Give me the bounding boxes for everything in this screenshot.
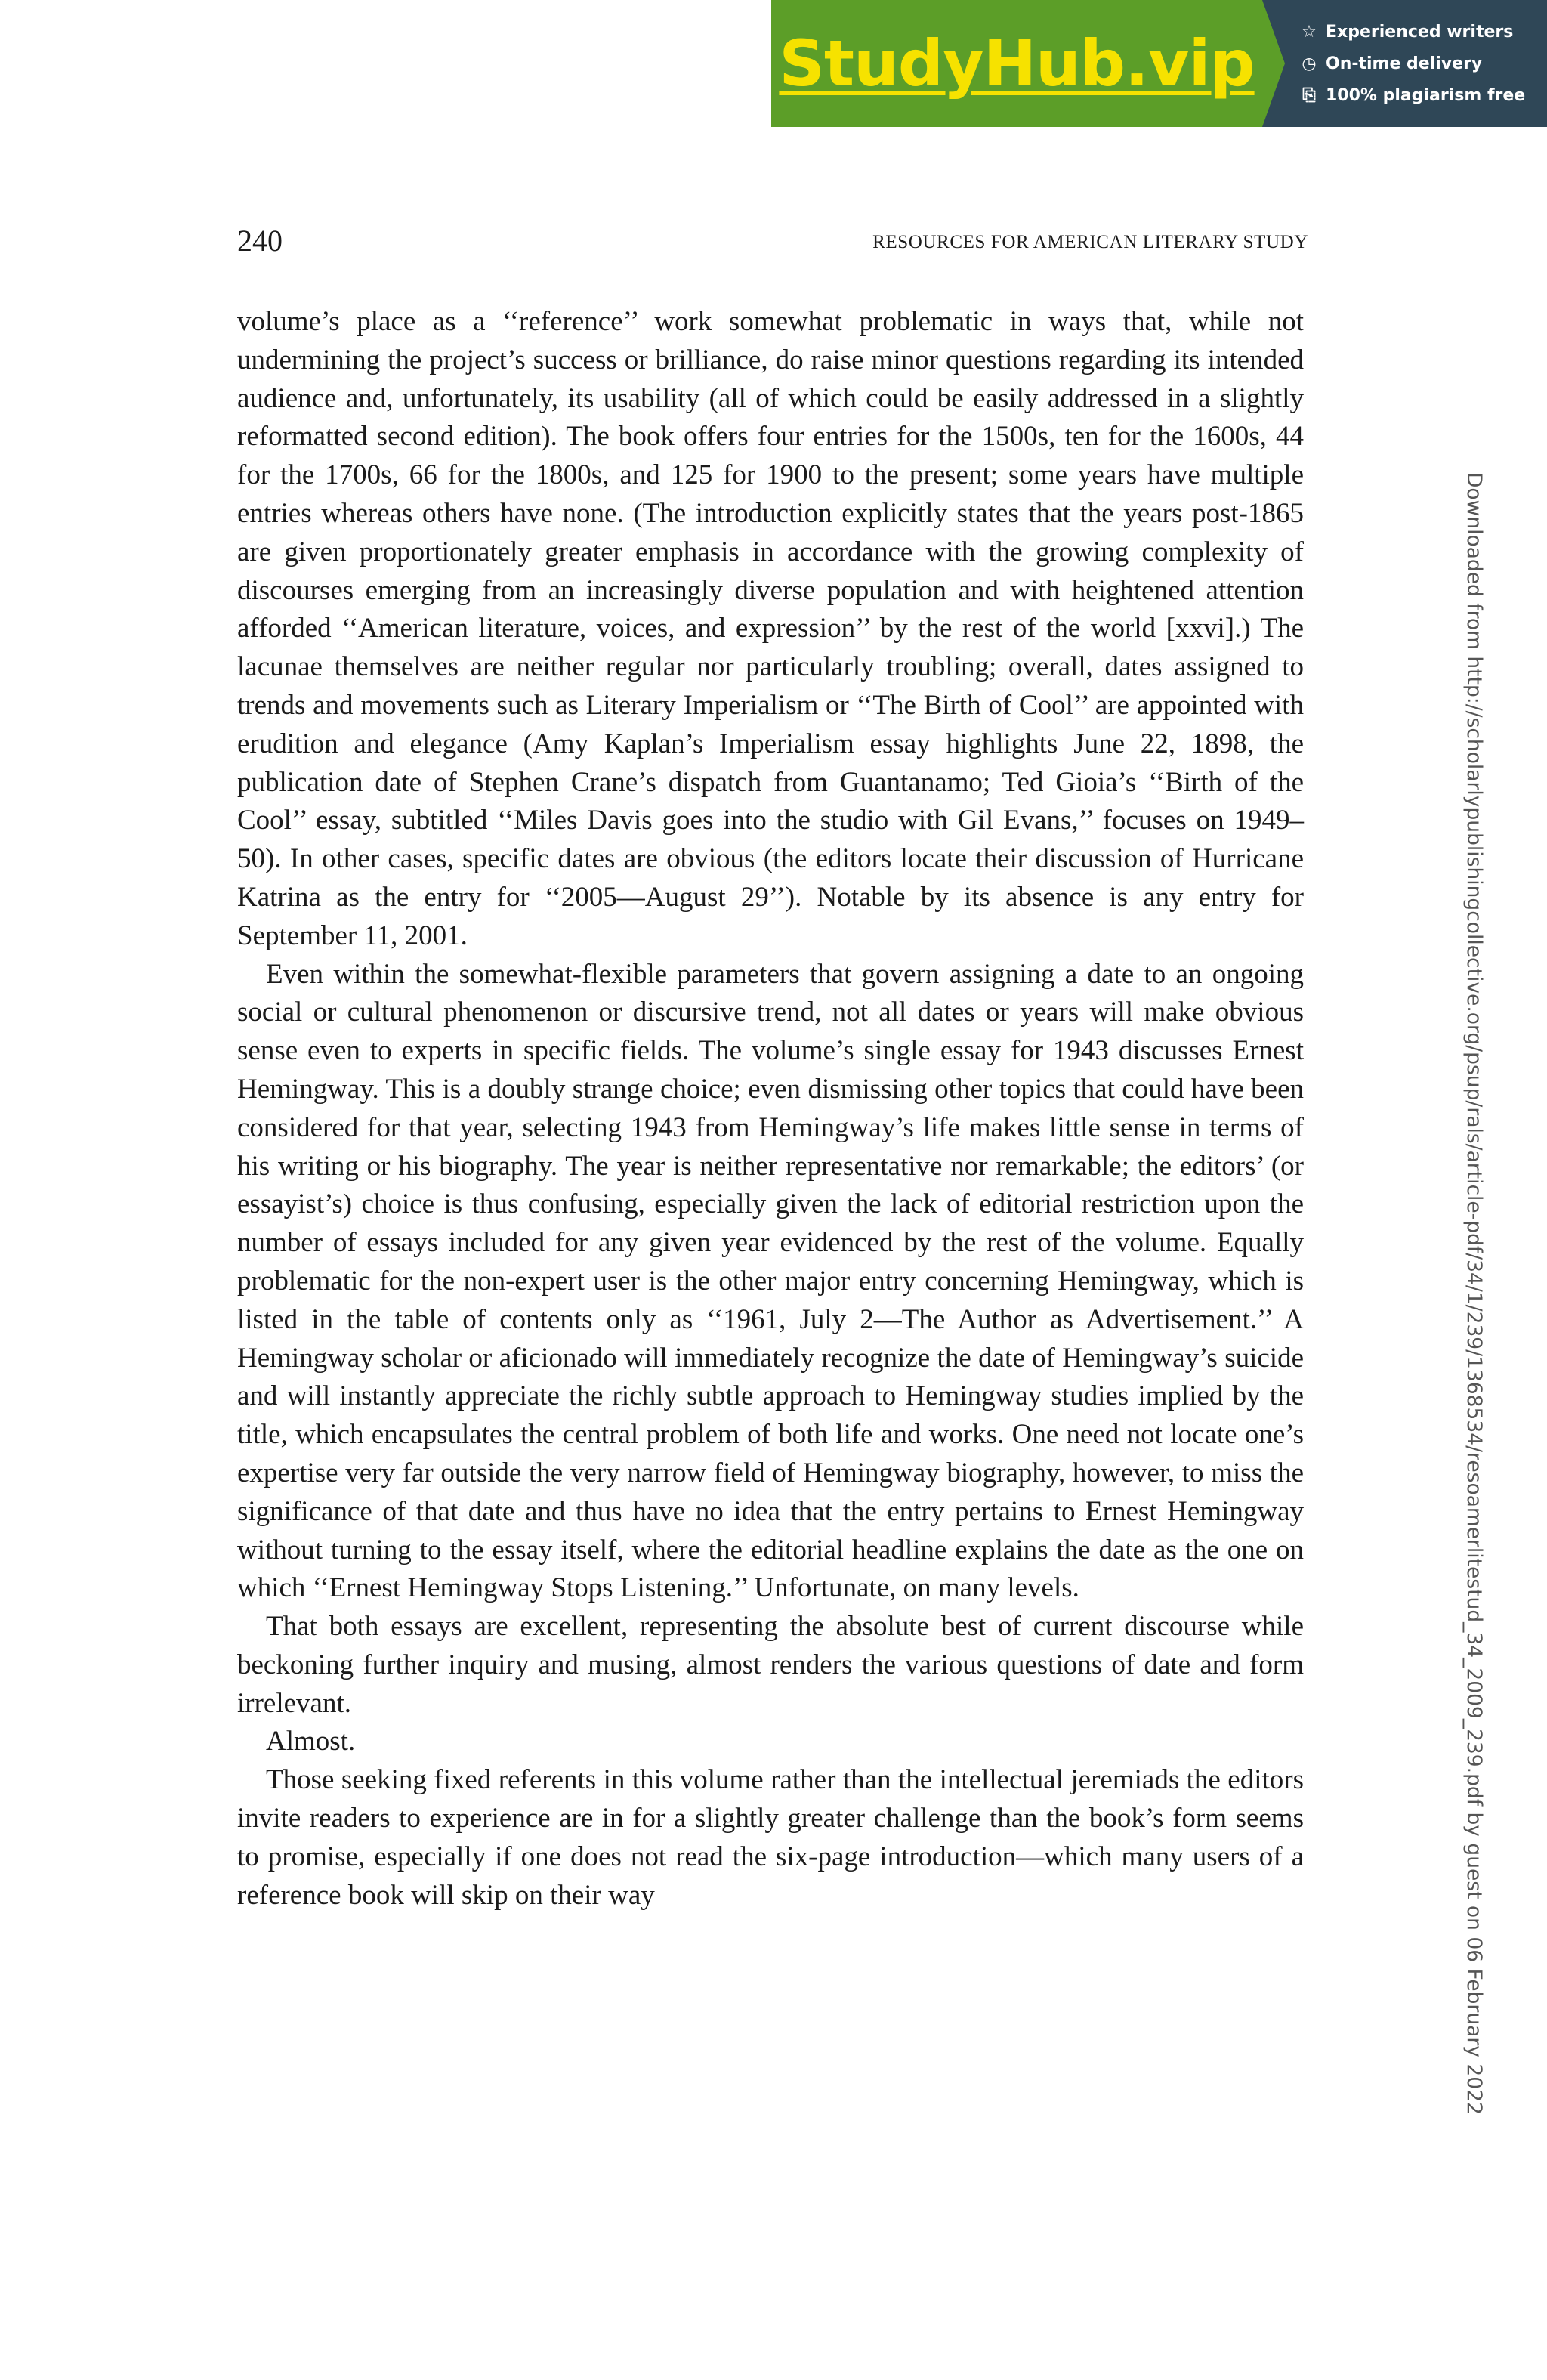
running-head: RESOURCES FOR AMERICAN LITERARY STUDY	[872, 232, 1308, 252]
page-number: 240	[237, 224, 283, 258]
studyhub-banner[interactable]	[771, 0, 1547, 127]
document-icon: ⎘	[1302, 85, 1316, 105]
download-notice	[1456, 472, 1491, 2115]
article-body	[237, 303, 1304, 1915]
studyhub-logo[interactable]: StudyHub.vip	[779, 26, 1255, 100]
feature-plagiarism-free	[1298, 79, 1547, 111]
feature-label: Experienced writers	[1326, 22, 1514, 42]
download-notice-text: Downloaded from http://scholarlypublishingcollective.org/psup/rals/article-pdf/34/1/239/1368534/resoamerlitestud_34_2009_239.pdf by guest on 06 February 2022	[1462, 472, 1486, 2115]
clock-icon: ◷	[1302, 54, 1317, 73]
feature-on-time-delivery	[1298, 48, 1547, 79]
feature-experienced-writers	[1298, 16, 1547, 48]
paragraph: Almost.	[266, 1726, 356, 1757]
banner-brand-panel[interactable]	[771, 0, 1262, 127]
feature-label: 100% plagiarism free	[1326, 85, 1526, 105]
paragraph-continued: volume’s place as a ‘‘reference’’ work somewhat problematic in ways that, while not undermining the project’s success or brilliance, do raise minor questions regarding its intended audience and, unfortunately, its usability (all of which could be easily addressed in a slightly reformatted second edition). The book offers four entries for the 1500s, ten for the 1600s, 44 for the 1700s, 66 for the 1800s, and 125 for 1900 to the present; some years have multiple entries whereas others have none. (The introduction explicitly states that the years post-1865 are given proportionately greater emphasis in accordance with the growing complexity of discourses emerging from an increasingly diverse population and with heightened attention afforded ‘‘American literature, voices, and expression’’ by the rest of the world [xxvi].) The lacunae themselves are neither regular nor particularly troubling; overall, dates assigned to trends and movements such as Literary Imperialism or ‘‘The Birth of Cool’’ are appointed with erudition and elegance (Amy Kaplan’s Imperialism essay highlights June 22, 1898, the publication date of Stephen Crane’s dispatch from Guantanamo; Ted Gioia’s ‘‘Birth of the Cool’’ essay, subtitled ‘‘Miles Davis goes into the studio with Gil Evans,’’ focuses on 1949–50). In other cases, specific dates are obvious (the editors locate their discussion of Hurricane Katrina as the entry for ‘‘2005—August 29’’). Notable by its absence is any entry for September 11, 2001.	[237, 306, 1304, 951]
banner-chevron-divider	[1262, 0, 1285, 127]
paragraph: Those seeking fixed referents in this volume rather than the intellectual jeremiads the editors invite readers to experience are in for a slightly greater challenge than the book’s form seems to promise, especially if one does not read the six-page introduction—which many users of a reference book will skip on their way	[237, 1764, 1304, 1911]
paragraph: Even within the somewhat-flexible parameters that govern assigning a date to an ongoing social or cultural phenomenon or discursive trend, not all dates or years will make obvious sense even to experts in specific fields. The volume’s single essay for 1943 discusses Ernest Hemingway. This is a doubly strange choice; even dismissing other topics that could have been considered for that year, selecting 1943 from Hemingway’s life makes little sense in terms of his writing or his biography. The year is neither representative nor remarkable; the editors’ (or essayist’s) choice is thus confusing, especially given the lack of editorial restriction upon the number of essays included for any given year evidenced by the rest of the volume. Equally problematic for the non-expert user is the other major entry concerning Hemingway, which is listed in the table of contents only as ‘‘1961, July 2—The Author as Advertisement.’’ A Hemingway scholar or aficionado will immediately recognize the date of Hemingway’s suicide and will instantly appreciate the richly subtle approach to Hemingway studies implied by the title, which encapsulates the central problem of both life and works. One need not locate one’s expertise very far outside the very narrow field of Hemingway biography, however, to miss the significance of that date and thus have no idea that the entry pertains to Ernest Hemingway without turning to the essay itself, where the editorial headline explains the date as the one on which ‘‘Ernest Hemingway Stops Listening.’’ Unfortunate, on many levels.	[237, 958, 1304, 1604]
banner-features-list	[1285, 0, 1547, 127]
star-icon: ☆	[1302, 22, 1317, 42]
paragraph: That both essays are excellent, representing the absolute best of current discourse while beckoning further inquiry and musing, almost renders the various questions of date and form irrelevant.	[237, 1611, 1304, 1719]
feature-label: On-time delivery	[1326, 54, 1483, 73]
